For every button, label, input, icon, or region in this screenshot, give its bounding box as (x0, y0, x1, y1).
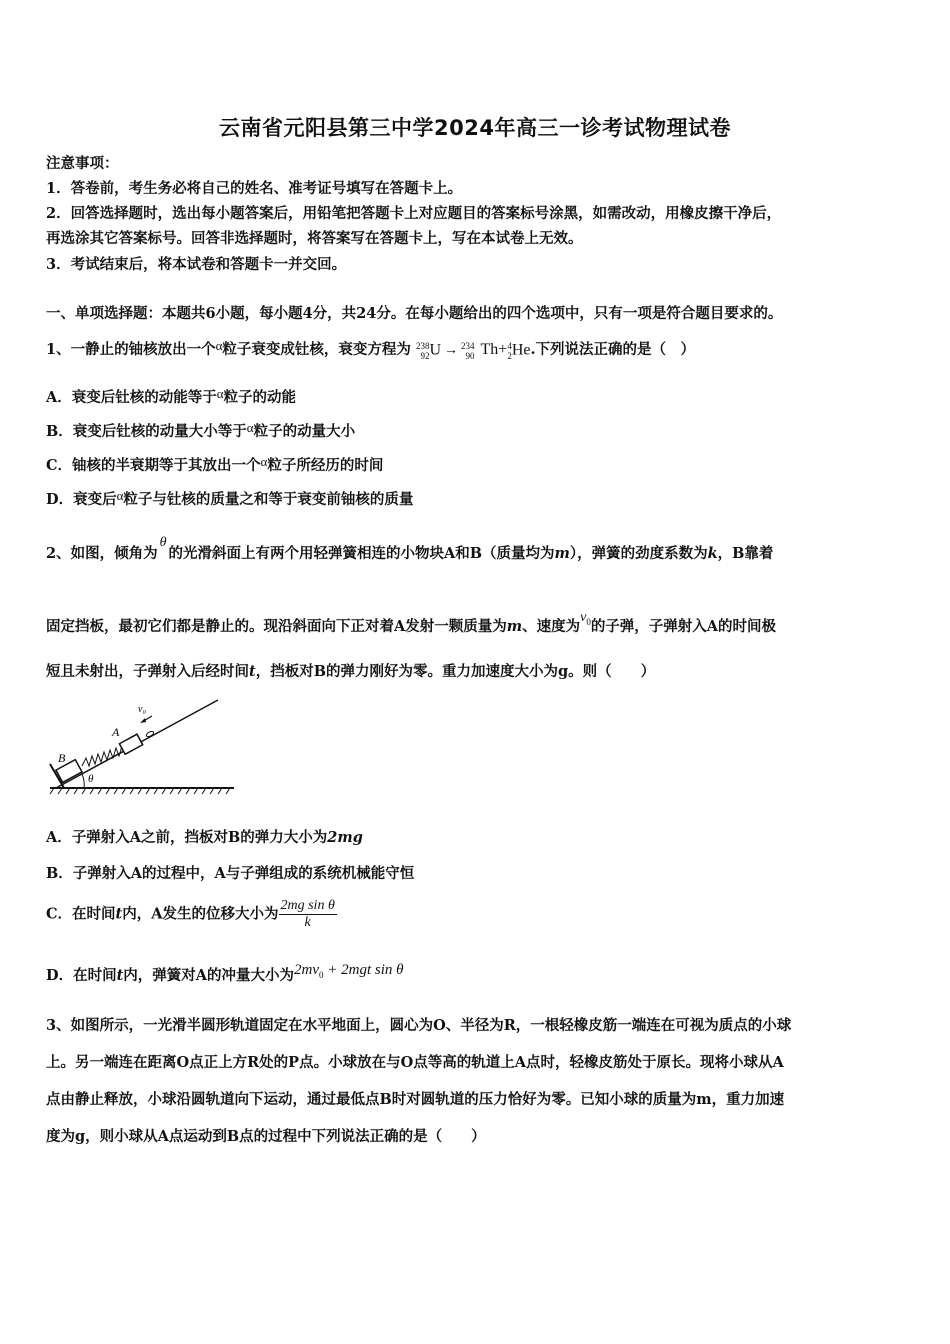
q1-option-d: D．衰变后α粒子与钍核的质量之和等于衰变前铀核的质量 (46, 488, 414, 508)
displacement-fraction: $\frac{\text{2mg sin θ}}{k}$ (280, 898, 335, 930)
q3-line-3: 点由静止释放，小球沿圆轨道向下运动，通过最低点B时对圆轨道的压力恰好为零。已知小球的质量为m，重力加速 (46, 1091, 785, 1108)
decay-equation (416, 341, 531, 361)
k-symbol: k (707, 545, 718, 562)
q1-stem-c: .下列说法正确的是（ ） (530, 341, 696, 358)
u-mass-number: 238 (415, 340, 430, 351)
alpha-symbol: α (246, 420, 254, 435)
a-label: A (112, 725, 120, 739)
incline-figure (46, 694, 238, 798)
bullet (146, 730, 155, 737)
alpha-symbol: α (216, 386, 224, 401)
section-heading: 一、单项选择题：本题共6小题，每小题4分，共24分。在每小题给出的四个选项中，只有一项是符合题目要求的。 (46, 305, 783, 322)
v0-label: v₀ (138, 704, 146, 715)
notice-heading: 注意事项： (46, 155, 119, 172)
q1-stem-a: 1、一静止的铀核放出一个 (46, 341, 216, 358)
mass-symbol: m (554, 545, 570, 562)
q2-option-a: A．子弹射入A之前，挡板对B的弹力大小为2mg (46, 829, 363, 846)
u-atomic-number: 92 (420, 350, 430, 361)
q1-stem-b: 粒子衰变成钍核，衰变方程为 (222, 341, 411, 358)
block-a (119, 734, 142, 754)
alpha-symbol: α (215, 338, 223, 353)
angle-arc (82, 774, 84, 788)
q1-option-c: C．铀核的半衰期等于其放出一个α粒子所经历的时间 (46, 454, 384, 474)
impulse-expression: $2mv_0 + 2mgt$ sin θ (294, 962, 404, 980)
theta-symbol: θ (159, 535, 167, 550)
notice-item-2: 2．回答选择题时，选出每小题答案后，用铅笔把答题卡上对应题目的答案标号涂黑，如需改动，用橡皮擦干净后， (46, 205, 782, 222)
arrow: → (444, 343, 459, 358)
page-title: 云南省元阳县第三中学2024年高三一诊考试物理试卷 (219, 116, 731, 140)
v0-symbol: $v_0$ (580, 610, 591, 627)
q1-option-a: A．衰变后钍核的动能等于α粒子的动能 (46, 386, 297, 406)
th-atomic-number: 90 (465, 350, 475, 361)
th-symbol: Th+ (480, 341, 508, 358)
he-mass-number: 4 (507, 340, 512, 351)
q1-option-b: B．衰变后钍核的动量大小等于α粒子的动量大小 (46, 420, 356, 440)
alpha-symbol: α (116, 488, 124, 503)
q3-line-4: 度为g，则小球从A点运动到B点的过程中下列说法正确的是（ ） (46, 1128, 486, 1145)
q2-option-d: D．在时间t内，弹簧对A的冲量大小为$2mv_0 + 2mgt$ sin θ (46, 962, 404, 984)
u-symbol: U (429, 341, 442, 358)
he-symbol: He (511, 341, 531, 358)
b-label: B (58, 751, 66, 765)
t-symbol: t (249, 663, 256, 680)
velocity-arrowhead (140, 718, 146, 723)
q2-line-3: 短且未射出，子弹射入后经时间t，挡板对B的弹力刚好为零。重力加速度大小为g。则（ ） (46, 663, 656, 680)
notice-item-2-cont: 再选涂其它答案标号。回答非选择题时，将答案写在答题卡上，写在本试卷上无效。 (46, 230, 583, 247)
q2-option-b: B．子弹射入A的过程中，A与子弹组成的系统机械能守恒 (46, 865, 415, 882)
alpha-symbol: α (260, 454, 268, 469)
q3-line-1: 3、如图所示，一光滑半圆形轨道固定在水平地面上，圆心为O、半径为R，一根轻橡皮筋一端连在可视为质点的小球 (46, 1017, 792, 1034)
q2-line-2: 固定挡板，最初它们都是静止的。现沿斜面向下正对着A发射一颗质量为m、速度为$v_0$的子弹，子弹射入A的时间极 (46, 610, 777, 635)
theta-label: θ (88, 773, 94, 785)
q3-line-2: 上。另一端连在距离O点正上方R处的P点。小球放在与O点等高的轨道上A点时，轻橡皮筋处于原长。现将小球从A (46, 1054, 784, 1071)
th-mass-number: 234 (461, 340, 475, 351)
mass-symbol: m (506, 618, 523, 635)
he-atomic-number: 2 (507, 350, 512, 361)
notice-item-3: 3．考试结束后，将本试卷和答题卡一并交回。 (46, 256, 347, 273)
q2-line-1: 2、如图，倾角为θ的光滑斜面上有两个用轻弹簧相连的小物块A和B（质量均为m），弹簧的劲度系数为k，B靠着 (46, 535, 774, 562)
q1-stem (46, 338, 695, 361)
q2-option-c: C．在时间t内，A发生的位移大小为 $\frac{\text{2mg sin θ}}{k}$ (46, 898, 335, 930)
notice-item-1: 1．答卷前，考生务必将自己的姓名、准考证号填写在答题卡上。 (46, 180, 463, 197)
